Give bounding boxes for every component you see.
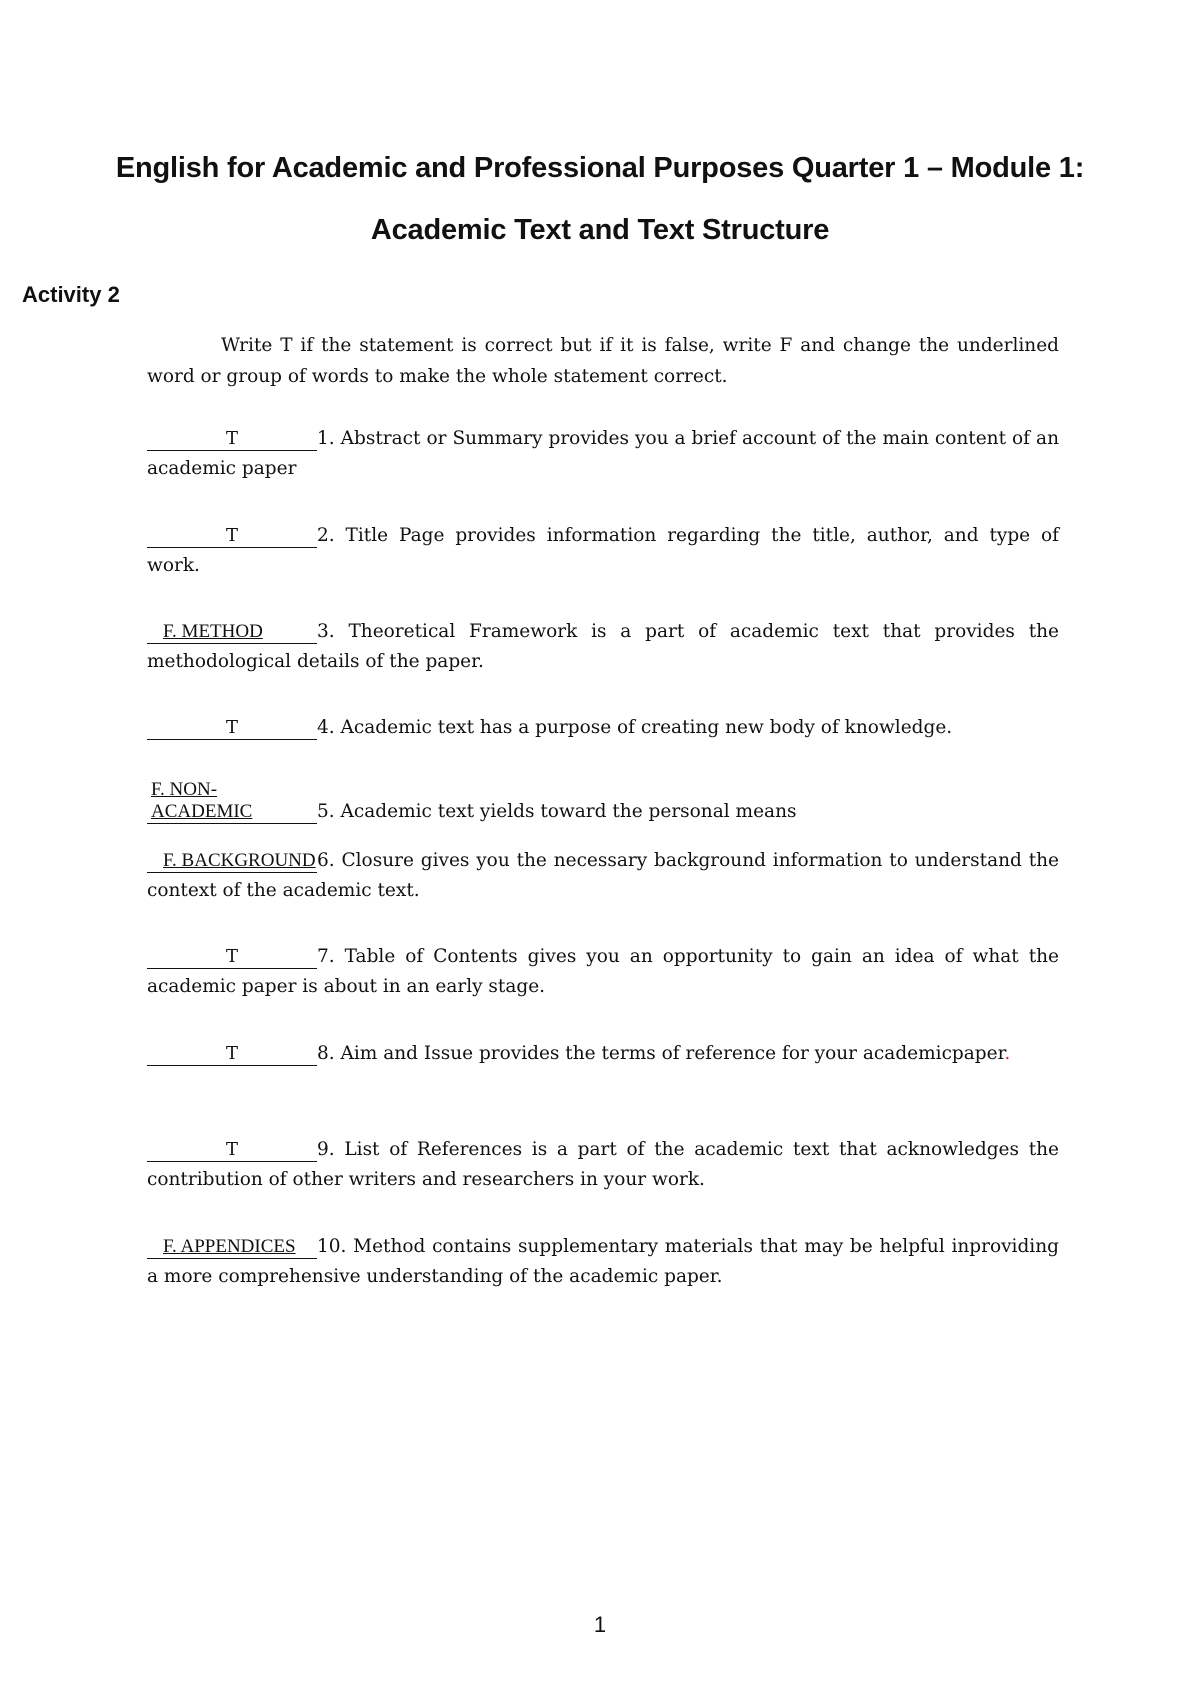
question-item-6 [147, 846, 1059, 906]
answer-blank-4: T [147, 717, 317, 740]
statement-9: 9. List of References is a part of the academic text that acknowledges the contribution of other writers and researchers in your work. [147, 1139, 1059, 1190]
statement-1: 1. Abstract or Summary provides you a brief account of the main content of an academic paper [147, 428, 1059, 479]
question-item-4 [147, 713, 1059, 743]
question-item-3 [147, 617, 1059, 677]
answer-blank-6: F. BACKGROUND [147, 850, 317, 873]
answer-blank-5: F. NON-ACADEMIC [147, 779, 317, 824]
statement-2: 2. Title Page provides information regarding the title, author, and type of work. [147, 525, 1059, 576]
question-item-7 [147, 942, 1059, 1002]
statement-7: 7. Table of Contents gives you an opportunity to gain an idea of what the academic paper is about in an early stage. [147, 946, 1059, 997]
question-item-8 [147, 1039, 1059, 1069]
activity-heading: Activity 2 [22, 282, 120, 307]
answer-blank-9: T [147, 1139, 317, 1162]
statement-8: 8. Aim and Issue provides the terms of reference for your academicpaper [317, 1043, 1005, 1064]
statement-10: 10. Method contains supplementary materials that may be helpful inproviding a more comprehensive understanding of the academic paper. [147, 1236, 1059, 1287]
answer-blank-8: T [147, 1043, 317, 1066]
answer-blank-2: T [147, 525, 317, 548]
question-item-9 [147, 1135, 1059, 1195]
answer-blank-1: T [147, 428, 317, 451]
statement-8-period: . [1004, 1043, 1011, 1064]
answer-blank-7: T [147, 946, 317, 969]
statement-4: 4. Academic text has a purpose of creating new body of knowledge. [317, 717, 953, 738]
statement-6: 6. Closure gives you the necessary background information to understand the context of the academic text. [147, 850, 1059, 901]
page-number: 1 [593, 1612, 607, 1637]
question-item-1 [147, 424, 1059, 484]
document-title-line-1: English for Academic and Professional Purposes Quarter 1 – Module 1: [115, 152, 1085, 184]
statement-3: 3. Theoretical Framework is a part of academic text that provides the methodological details of the paper. [147, 621, 1059, 672]
instructions-paragraph: Write T if the statement is correct but if it is false, write F and change the underlined word or group of words to make the whole statement correct. [147, 335, 1059, 387]
question-item-2 [147, 521, 1059, 581]
question-item-5 [147, 779, 1059, 827]
answer-blank-3: F. METHOD [147, 621, 317, 644]
question-item-10 [147, 1232, 1059, 1292]
document-title-line-2: Academic Text and Text Structure [370, 214, 830, 246]
answer-blank-10: F. APPENDICES [147, 1236, 317, 1259]
statement-5: 5. Academic text yields toward the personal means [317, 801, 797, 822]
